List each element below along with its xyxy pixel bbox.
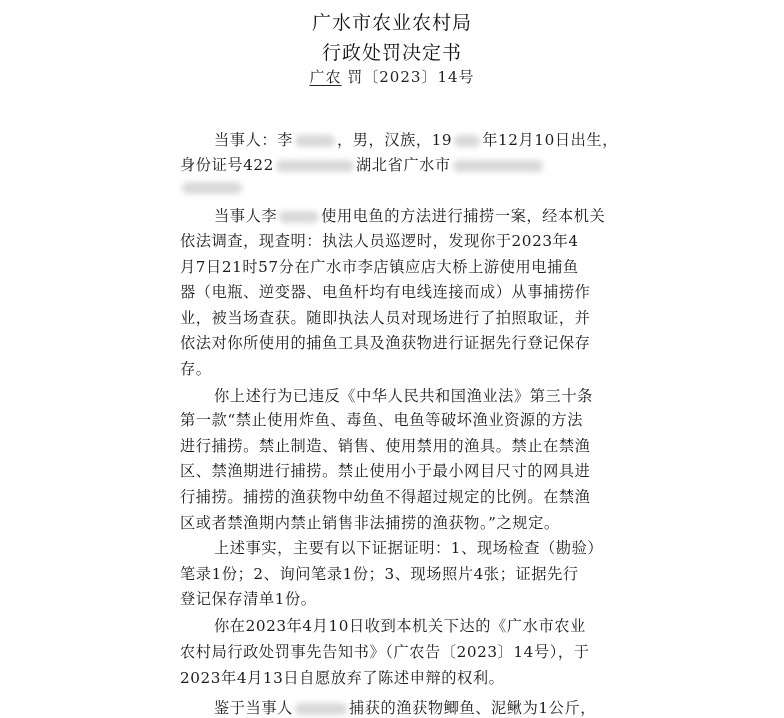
- document-number-rest: 罚〔2023〕14号: [347, 68, 475, 86]
- evidence-line-1: 上述事实，主要有以下证据证明：1、现场检查（勘验）: [214, 539, 604, 558]
- notice-line-1: 你在2023年4月10日收到本机关下达的《广水市农业: [214, 617, 586, 636]
- facts-line-3: 月7日21时57分在广水市李店镇应店大桥上游使用电捕鱼: [180, 257, 579, 276]
- facts-line-7: 存。: [180, 359, 212, 378]
- issuing-authority: 广水市农业农村局: [311, 12, 472, 34]
- evidence-line-2: 笔录1份；2、询问笔录1份；3、现场照片4张；证据先行: [180, 565, 579, 584]
- violation-line-1: 你上述行为已违反《中华人民共和国渔业法》第三十条: [214, 386, 593, 405]
- facts-text: 使用电鱼的方法进行捕捞一案，经本机关: [321, 207, 606, 226]
- redaction: [276, 160, 354, 172]
- violation-line-2: 第一款“禁止使用炸鱼、毒鱼、电鱼等破坏渔业资源的方法: [180, 411, 584, 430]
- redaction: [295, 135, 335, 147]
- redaction: [295, 703, 347, 715]
- notice-line-3: 2023年4月13日自愿放弃了陈述申辩的权利。: [180, 669, 505, 688]
- violation-line-3: 进行捕捞。禁止制造、销售、使用禁用的渔具。禁止在禁渔: [180, 437, 591, 456]
- facts-line-6: 依法对你所使用的捕鱼工具及渔获物进行证据先行登记保存: [180, 334, 591, 353]
- facts-line-1: [214, 205, 605, 226]
- id-number-label: 身份证号422: [180, 156, 274, 175]
- mitigation-text: 鉴于当事人: [214, 699, 293, 718]
- evidence-line-3: 登记保存清单1份。: [180, 590, 317, 608]
- redaction: [279, 211, 319, 223]
- redaction: [454, 135, 480, 147]
- party-birth-date: 年12月10日出生，: [482, 130, 618, 149]
- mitigation-line-1: [214, 697, 596, 718]
- violation-line-4: 区、禁渔期进行捕捞。禁止使用小于最小网目尺寸的网具进: [180, 462, 591, 481]
- violation-line-6: 区或者禁渔期内禁止销售非法捕捞的渔获物。”之规定。: [180, 513, 560, 532]
- facts-line-2: 依法调查，现查明：执法人员巡逻时，发现你于2023年4: [180, 231, 579, 250]
- party-address: 湖北省广水市: [355, 156, 451, 175]
- party-gender-ethnicity: ，男，汉族，19: [336, 130, 453, 149]
- document-number-prefix: 广农: [309, 68, 342, 86]
- redaction: [453, 160, 543, 172]
- violation-line-5: 行捕捞。捕捞的渔获物中幼鱼不得超过规定的比例。在禁渔: [180, 487, 591, 506]
- notice-line-2: 农村局行政处罚事先告知书》（广农告〔2023〕14号），于: [180, 643, 590, 662]
- facts-line-5: 业，被当场查获。随即执法人员对现场进行了拍照取证，并: [180, 309, 591, 328]
- facts-text: 当事人李: [214, 207, 278, 226]
- party-line-3: [180, 178, 244, 196]
- mitigation-text: 捕获的渔获物鲫鱼、泥鳅为1公斤，: [348, 699, 597, 718]
- facts-line-4: 器（电瓶、逆变器、电鱼杆均有电线连接而成）从事捕捞作: [180, 283, 591, 302]
- document-number: [0, 66, 784, 87]
- document-title: 行政处罚决定书: [321, 42, 462, 64]
- party-line-2: [180, 154, 545, 175]
- redaction: [182, 182, 242, 194]
- party-name-label: 当事人：李: [214, 130, 293, 149]
- party-line-1: [214, 129, 618, 150]
